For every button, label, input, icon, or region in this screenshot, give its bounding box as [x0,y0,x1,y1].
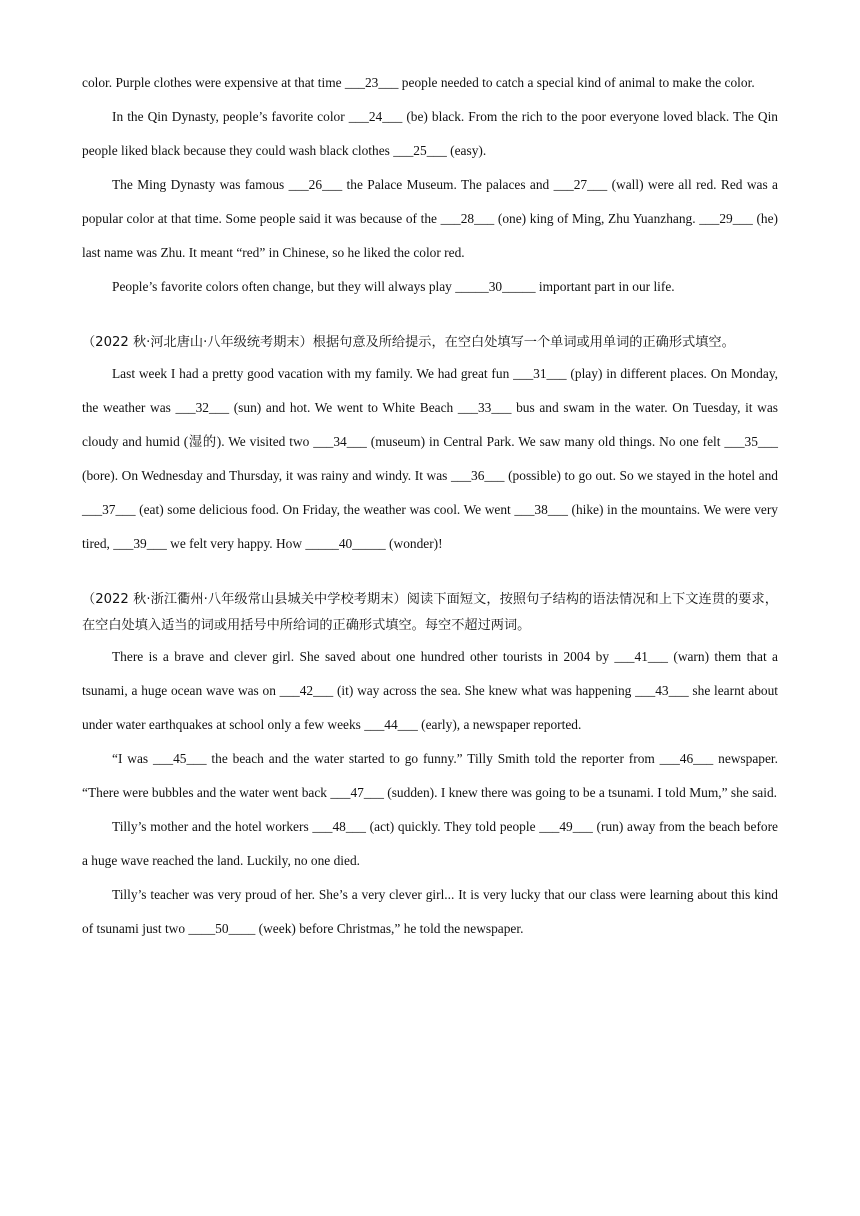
passage-tsunami [82,587,778,946]
paragraph: There is a brave and clever girl. She saved about one hundred other tourists in 2004 by ___41___ (warn) them that a tsunami, a huge ocean wave was on ___42___ (it) way across the sea. She knew what was happening ___43___ she learnt about under water earthquakes at school only a few weeks ___44___ (early), a newspaper reported. [82,649,778,732]
paragraph: Tilly’s teacher was very proud of her. She’s a very clever girl... It is very lucky that our class were learning about this kind of tsunami just two ____50____ (week) before Christmas,” he told the newspaper. [82,887,778,936]
paragraph: “I was ___45___ the beach and the water started to go funny.” Tilly Smith told the reporter from ___46___ newspaper. “There were bubbles and the water went back ___47___ (sudden). I knew there was going to be a tsunami. I told Mum,” she said. [82,751,778,800]
passage-vacation [82,330,778,561]
paragraph: Tilly’s mother and the hotel workers ___48___ (act) quickly. They told people ___49___ (run) away from the beach before a huge wave reached the land. Luckily, no one died. [82,819,778,868]
passage-colors [82,66,778,304]
paragraph: People’s favorite colors often change, but they will always play _____30_____ important part in our life. [112,279,675,294]
section-heading: （2022 秋·河北唐山·八年级统考期末）根据句意及所给提示，在空白处填写一个单词或用单词的正确形式填空。 [82,335,735,350]
section-heading: （2022 秋·浙江衢州·八年级常山县城关中学校考期末）阅读下面短文，按照句子结构的语法情况和上下文连贯的要求，在空白处填入适当的词或用括号中所给词的正确形式填空。每空不超过两词。 [82,592,778,633]
paragraph: Last week I had a pretty good vacation with my family. We had great fun ___31___ (play) in different places. On Monday, the weather was ___32___ (sun) and hot. We went to White Beach ___33___ bus and swam in the water. On Tuesday, it was cloudy and humid (湿的). We visited two ___34___ (museum) in Central Park. We saw many old things. No one felt ___35___ (bore). On Wednesday and Thursday, it was rainy and windy. It was ___36___ (possible) to go out. So we stayed in the hotel and ___37___ (eat) some delicious food. On Friday, the weather was cool. We went ___38___ (hike) in the mountains. We were very tired, ___39___ we felt very happy. How _____40_____ (wonder)! [82,366,778,551]
paragraph: In the Qin Dynasty, people’s favorite color ___24___ (be) black. From the rich to the poor everyone loved black. The Qin people liked black because they could wash black clothes ___25___ (easy). [82,109,778,158]
paragraph: The Ming Dynasty was famous ___26___ the Palace Museum. The palaces and ___27___ (wall) were all red. Red was a popular color at that time. Some people said it was because of the ___28___ (one) king of Ming, Zhu Yuanzhang. ___29___ (he) last name was Zhu. It meant “red” in Chinese, so he liked the color red. [82,177,778,260]
paragraph: color. Purple clothes were expensive at that time ___23___ people needed to catch a special kind of animal to make the color. [82,75,755,90]
